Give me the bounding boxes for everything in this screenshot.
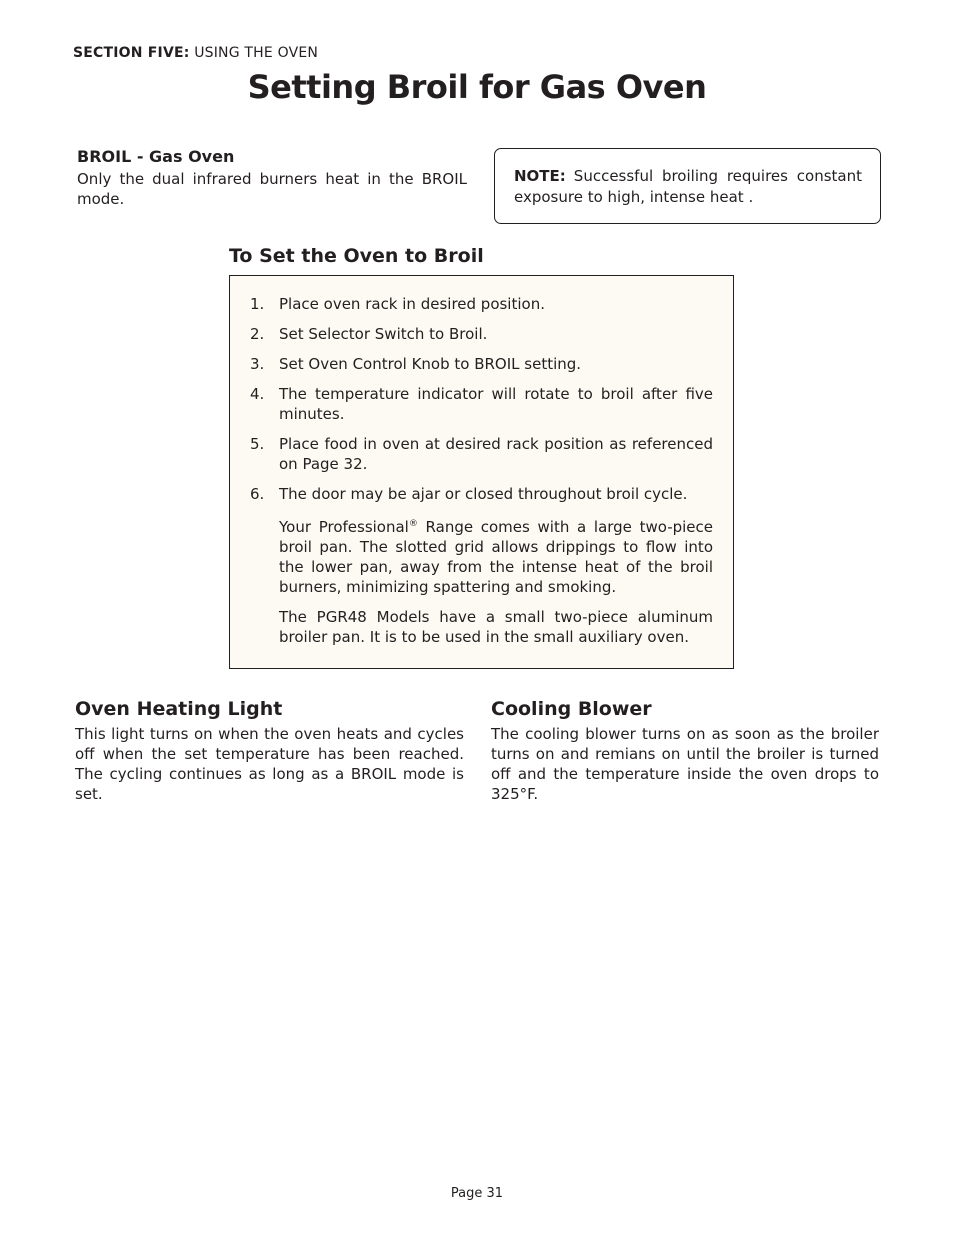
cooling-blower-text: The cooling blower turns on as soon as the broiler turns on and remians on until the broiler is turned off and the temperature inside the oven drops to 325°F. (491, 725, 879, 803)
steps-list (250, 294, 713, 504)
note-box (494, 148, 881, 224)
step-text: The door may be ajar or closed throughout broil cycle. (279, 485, 688, 503)
cooling-blower-heading: Cooling Blower (491, 698, 652, 720)
step-number: 1. (250, 295, 265, 313)
cooling-blower-section (491, 698, 879, 804)
step-text: Set Oven Control Knob to BROIL setting. (279, 355, 582, 373)
step-item (250, 434, 713, 474)
step-text: Place food in oven at desired rack position as referenced on Page 32. (279, 435, 713, 473)
step-number: 2. (250, 325, 265, 343)
step-number: 3. (250, 355, 265, 373)
broil-pan-text-start: Your Professional (279, 518, 409, 536)
step-text: Set Selector Switch to Broil. (279, 325, 488, 343)
page-number: Page 31 (450, 1186, 504, 1201)
pgr48-paragraph: The PGR48 Models have a small two-piece aluminum broiler pan. It is to be used in the small auxiliary oven. (279, 608, 713, 646)
step-number: 6. (250, 485, 265, 503)
registered-mark: ® (408, 519, 418, 529)
note-text: Successful broiling requires constant exposure to high, intense heat . (514, 167, 862, 206)
oven-heating-light-text: This light turns on when the oven heats and cycles off when the set temperature has been reached. The cycling continues as long as a BROIL mode is set. (75, 725, 464, 803)
step-number: 5. (250, 435, 265, 453)
section-name: USING THE OVEN (189, 45, 319, 61)
note-label: NOTE: (514, 167, 566, 185)
step-item (250, 294, 713, 314)
steps-box (229, 275, 734, 669)
oven-heating-light-heading: Oven Heating Light (75, 698, 283, 720)
step-text: Place oven rack in desired position. (279, 295, 545, 313)
steps-heading: To Set the Oven to Broil (229, 245, 484, 267)
page-title: Setting Broil for Gas Oven (247, 68, 707, 106)
oven-heating-light-section (75, 698, 464, 804)
step-item (250, 384, 713, 424)
broil-pan-paragraph (279, 514, 713, 597)
section-label (73, 45, 318, 61)
broil-pan-text-end: Range comes with a large two-piece broil pan. The slotted grid allows drippings to flow into the lower pan, away from the intense heat of the broil burners, minimizing spattering and smoking. (279, 518, 714, 596)
step-number: 4. (250, 385, 265, 403)
broil-description: Only the dual infrared burners heat in the BROIL mode. (77, 170, 467, 208)
broil-heading: BROIL - Gas Oven (77, 147, 235, 166)
section-number: SECTION FIVE: (73, 45, 190, 61)
step-text: The temperature indicator will rotate to broil after five minutes. (279, 385, 713, 423)
step-item (250, 354, 713, 374)
step-item (250, 484, 713, 504)
step-item (250, 324, 713, 344)
